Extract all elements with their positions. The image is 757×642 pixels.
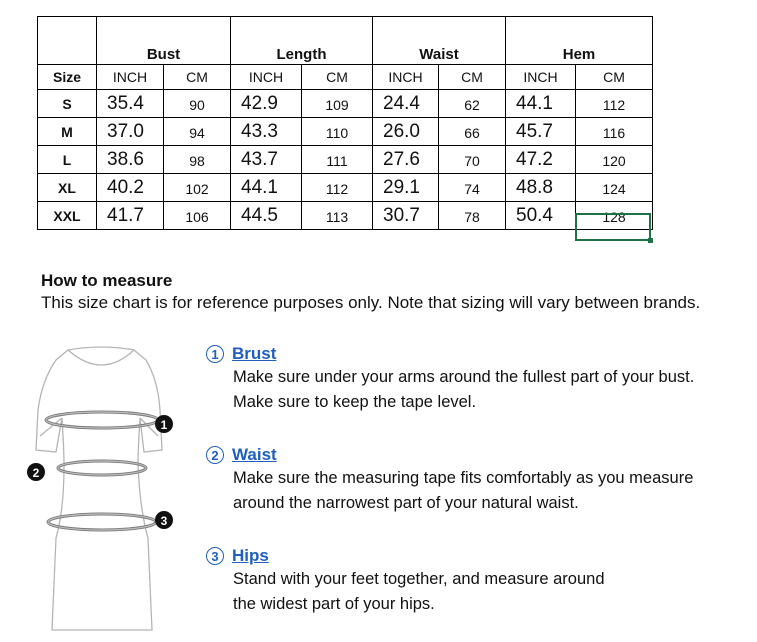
- table-row: [38, 174, 653, 202]
- cm-value-cell: 112: [302, 174, 373, 202]
- inch-value-cell: 24.4: [373, 90, 439, 118]
- cm-value-cell: 102: [164, 174, 231, 202]
- inch-value-cell: 27.6: [373, 146, 439, 174]
- cm-value-cell: 78: [439, 202, 506, 230]
- table-row: [38, 202, 653, 230]
- cm-value-cell: 113: [302, 202, 373, 230]
- cm-value-cell: 128: [576, 202, 653, 230]
- measure-item-waist: [206, 444, 693, 516]
- inch-value-cell: 38.6: [97, 146, 164, 174]
- inch-value-cell: 44.5: [231, 202, 302, 230]
- cm-value-cell: 74: [439, 174, 506, 202]
- cm-value-cell: 120: [576, 146, 653, 174]
- cm-value-cell: 106: [164, 202, 231, 230]
- group-header-hem: Hem: [506, 17, 653, 65]
- unit-header: INCH: [97, 65, 164, 90]
- size-label-cell: L: [38, 146, 97, 174]
- marker-3-label: 3: [160, 514, 168, 528]
- table-group-header-row: [38, 17, 653, 65]
- instruction-line: Make sure the measuring tape fits comfortably as you measure: [233, 469, 694, 487]
- how-to-measure-title: How to measure: [41, 271, 173, 290]
- inch-value-cell: 29.1: [373, 174, 439, 202]
- inch-value-cell: 41.7: [97, 202, 164, 230]
- marker-2: [27, 463, 45, 481]
- inch-value-cell: 50.4: [506, 202, 576, 230]
- cm-value-cell: 112: [576, 90, 653, 118]
- inch-value-cell: 30.7: [373, 202, 439, 230]
- cm-value-cell: 70: [439, 146, 506, 174]
- inch-value-cell: 35.4: [97, 90, 164, 118]
- table-row: [38, 118, 653, 146]
- measure-item-hips: [206, 545, 605, 617]
- instruction-line: Make sure under your arms around the fullest part of your bust.: [233, 368, 695, 386]
- unit-header: CM: [302, 65, 373, 90]
- group-header-waist: Waist: [373, 17, 506, 65]
- cm-value-cell: 124: [576, 174, 653, 202]
- group-header-length: Length: [231, 17, 373, 65]
- cm-value-cell: 111: [302, 146, 373, 174]
- marker-3: [155, 511, 173, 529]
- inch-value-cell: 45.7: [506, 118, 576, 146]
- number-1-icon: 1: [206, 345, 224, 363]
- dress-measurement-figure: [22, 340, 182, 640]
- measure-title-waist[interactable]: Waist: [232, 445, 277, 464]
- table-unit-header-row: [38, 65, 653, 90]
- unit-header: INCH: [231, 65, 302, 90]
- table-row: [38, 146, 653, 174]
- unit-header: INCH: [506, 65, 576, 90]
- instruction-line: around the narrowest part of your natural waist.: [233, 494, 579, 512]
- measure-title-brust[interactable]: Brust: [232, 344, 277, 363]
- inch-value-cell: 43.7: [231, 146, 302, 174]
- size-rows: [38, 90, 653, 230]
- instruction-line: Stand with your feet together, and measure around: [233, 570, 605, 588]
- instruction-line: Make sure to keep the tape level.: [233, 393, 477, 411]
- cm-value-cell: 98: [164, 146, 231, 174]
- measure-title-hips[interactable]: Hips: [232, 546, 269, 565]
- number-3-icon: 3: [206, 547, 224, 565]
- unit-header: CM: [164, 65, 231, 90]
- marker-1: [155, 415, 173, 433]
- table-row: [38, 90, 653, 118]
- inch-value-cell: 47.2: [506, 146, 576, 174]
- measure-item-brust: [206, 343, 694, 415]
- marker-1-label: 1: [160, 418, 168, 432]
- number-2-icon: 2: [206, 446, 224, 464]
- inch-value-cell: 44.1: [231, 174, 302, 202]
- cm-value-cell: 110: [302, 118, 373, 146]
- inch-value-cell: 42.9: [231, 90, 302, 118]
- group-header-bust: Bust: [97, 17, 231, 65]
- size-corner-cell: [38, 17, 97, 65]
- cm-value-cell: 109: [302, 90, 373, 118]
- cm-value-cell: 94: [164, 118, 231, 146]
- size-label-cell: S: [38, 90, 97, 118]
- inch-value-cell: 40.2: [97, 174, 164, 202]
- size-column-header: Size: [38, 65, 97, 90]
- instruction-line: the widest part of your hips.: [233, 595, 435, 613]
- cm-value-cell: 90: [164, 90, 231, 118]
- unit-header: INCH: [373, 65, 439, 90]
- cm-value-cell: 62: [439, 90, 506, 118]
- unit-header: CM: [439, 65, 506, 90]
- inch-value-cell: 37.0: [97, 118, 164, 146]
- size-label-cell: XL: [38, 174, 97, 202]
- inch-value-cell: 44.1: [506, 90, 576, 118]
- size-label-cell: XXL: [38, 202, 97, 230]
- cell-selection-box: [575, 213, 651, 241]
- unit-header: CM: [576, 65, 653, 90]
- inch-value-cell: 26.0: [373, 118, 439, 146]
- cm-value-cell: 66: [439, 118, 506, 146]
- size-label-cell: M: [38, 118, 97, 146]
- marker-2-label: 2: [32, 466, 40, 480]
- inch-value-cell: 48.8: [506, 174, 576, 202]
- inch-value-cell: 43.3: [231, 118, 302, 146]
- size-chart-table: [37, 16, 653, 230]
- cm-value-cell: 116: [576, 118, 653, 146]
- reference-note: This size chart is for reference purposes only. Note that sizing will vary between brands.: [41, 293, 701, 312]
